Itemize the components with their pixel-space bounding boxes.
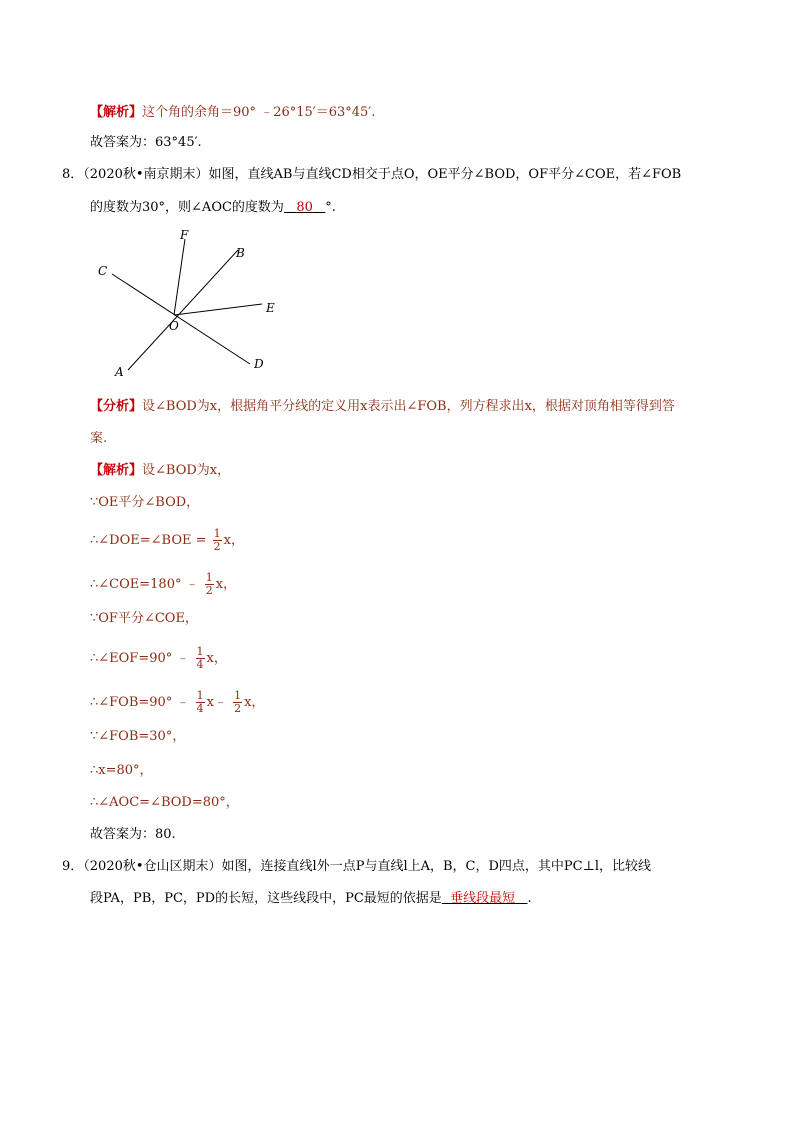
fraction: $\frac{1}{4}$ — [196, 689, 204, 715]
label-F: F — [180, 228, 189, 242]
fraction: $\frac{1}{2}$ — [205, 571, 213, 597]
step-text-end: x， — [206, 651, 227, 666]
step-text-end: x， — [244, 695, 265, 710]
step-line — [90, 728, 185, 746]
step-text-mid: x﹣ — [206, 695, 227, 710]
q8-answer-blank — [284, 199, 325, 217]
fraction: $\frac{1}{2}$ — [213, 527, 221, 553]
label-E: E — [266, 301, 275, 315]
step-text-end: x， — [223, 533, 244, 548]
q9-source: （2020秋•仓山区期末） — [83, 859, 222, 874]
q7-analysis-text: 这个角的余角＝90° ﹣26°15′＝63°45′. — [142, 105, 376, 120]
line-CD — [112, 274, 250, 364]
line-AB — [128, 250, 238, 370]
step-line — [90, 762, 153, 780]
step-text: ∴∠COE=180° ﹣ — [90, 577, 199, 592]
step-line — [90, 794, 239, 812]
fraction: $\frac{1}{4}$ — [196, 645, 204, 671]
q9-answer-blank — [442, 890, 528, 908]
q8-jiexi — [90, 462, 230, 480]
q8-jiexi-text: 设∠BOD为x， — [142, 463, 231, 478]
q8-stem-line2-text: 的度数为30°，则∠AOC的度数为 — [90, 200, 284, 215]
step-line — [90, 572, 236, 597]
label-A: A — [115, 365, 124, 379]
q8-stem-text: 如图，直线AB与直线CD相交于点O，OE平分∠BOD，OF平分∠COE，若∠FOB — [208, 167, 682, 182]
q9-answer-value: 垂线段最短 — [450, 891, 516, 906]
step-text: ∵OE平分∠BOD， — [90, 495, 200, 510]
step-text: ∵OF平分∠COE， — [90, 611, 198, 626]
q8-fenxi-text: 设∠BOD为x，根据角平分线的定义用x表示出∠FOB，列方程求出x，根据对顶角相等得到答 — [142, 399, 675, 414]
q9-stem-line2-end: . — [527, 891, 532, 906]
q8-figure — [90, 222, 300, 382]
q8-stem-line2 — [90, 199, 336, 217]
jiexi-tag: 【解析】 — [90, 105, 143, 120]
step-line — [90, 646, 227, 671]
label-C: C — [98, 264, 108, 278]
q8-stem-line2-end: °. — [325, 200, 336, 215]
q9-stem-line1 — [62, 858, 651, 876]
q7-answer: 故答案为：63°45′. — [90, 135, 202, 150]
q8-source: （2020秋•南京期末） — [83, 167, 209, 182]
q9-stem-line2-text: 段PA，PB，PC，PD的长短，这些线段中，PC最短的依据是 — [90, 891, 442, 906]
q9-stem-text: 如图，连接直线l外一点P与直线l上A，B，C，D四点，其中PC⊥l，比较线 — [221, 859, 651, 874]
step-text: ∴∠DOE=∠BOE = — [90, 533, 207, 548]
q9-number: 9． — [62, 859, 84, 874]
label-D: D — [254, 357, 264, 371]
step-line — [90, 528, 244, 553]
q8-fenxi-line1 — [90, 398, 675, 416]
step-text: ∴∠EOF=90° ﹣ — [90, 651, 190, 666]
fenxi-tag: 【分析】 — [90, 399, 143, 414]
ray-OF — [174, 239, 185, 315]
step-text: ∴∠FOB=90° ﹣ — [90, 695, 190, 710]
fraction: $\frac{1}{2}$ — [234, 689, 242, 715]
label-B: B — [236, 246, 245, 260]
label-O: O — [169, 319, 179, 333]
q8-fenxi-line2: 案. — [90, 431, 108, 446]
jiexi-tag: 【解析】 — [90, 463, 143, 478]
q7-analysis — [90, 104, 375, 122]
q8-answer-value: 80 — [296, 200, 313, 215]
step-text: ∴x=80°， — [90, 763, 153, 778]
q8-number: 8． — [62, 167, 84, 182]
step-text: ∴∠AOC=∠BOD=80°， — [90, 795, 239, 810]
q8-answer: 故答案为：80. — [90, 827, 176, 842]
step-line — [90, 690, 264, 715]
q8-stem-line1 — [62, 166, 681, 184]
step-line — [90, 494, 199, 512]
q9-stem-line2 — [90, 890, 532, 908]
step-text: ∵∠FOB=30°， — [90, 729, 186, 744]
step-text-end: x， — [215, 577, 237, 592]
step-line — [90, 610, 198, 628]
